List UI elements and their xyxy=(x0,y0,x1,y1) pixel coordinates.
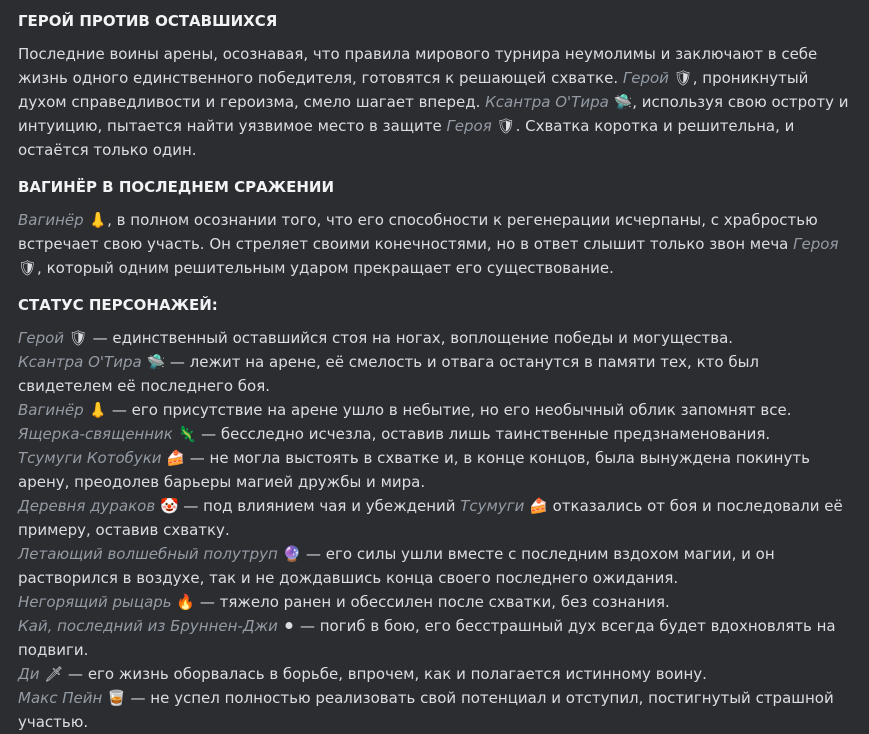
text-run: 👃, в полном осознании того, что его способности к регенерации исчерпаны, с храбростью встречает свою участь. Он стреляет своими конечностями, но в ответ слышит только звон меча xyxy=(18,211,818,253)
status-item xyxy=(18,326,857,350)
character-name: Тсумуги Котобуки xyxy=(18,449,162,467)
status-item xyxy=(18,662,857,686)
status-item xyxy=(18,590,857,614)
status-item xyxy=(18,686,857,734)
status-item xyxy=(18,494,857,542)
character-name: Ксантра О'Тира xyxy=(485,93,609,111)
text-run: 🤡 — под влиянием чая и убеждений xyxy=(155,497,461,515)
text-run: 🦎 — бесследно исчезла, оставив лишь таинственные предзнаменования. xyxy=(172,425,771,443)
text-run: 🛡. Схватка коротка и решительна, и остаётся только один. xyxy=(18,117,795,159)
character-name: Герой xyxy=(622,69,669,87)
text-run: 🛸 — лежит на арене, её смелость и отвага останутся в памяти тех, кто был свидетелем её последнего боя. xyxy=(18,353,760,395)
character-name: Деревня дураков xyxy=(18,497,156,515)
text-run: 🛡, который одним решительным ударом прекращает его существование. xyxy=(18,259,614,277)
section-heading: ГЕРОЙ ПРОТИВ ОСТАВШИХСЯ xyxy=(18,12,278,30)
text-run: 🗡 — его жизнь оборвалась в борьбе, впрочем, как и полагается истинному воину. xyxy=(39,665,707,683)
text-run: 🛸, используя свою остроту и интуицию, пытается найти уязвимое место в защите xyxy=(18,93,849,135)
section-heading: ВАГИНЁР В ПОСЛЕДНЕМ СРАЖЕНИИ xyxy=(18,178,335,196)
text-run: 🔮 — его силы ушли вместе с последним вздохом магии, и он растворился в воздухе, так и не дождавшись конца своего последнего ожидания. xyxy=(18,545,775,587)
character-name: Ящерка-священник xyxy=(18,425,173,443)
text-run: 🍰 — не могла выстоять в схватке и, в конце концов, была вынуждена покинуть арену, преодолев барьеры магией дружбы и мира. xyxy=(18,449,810,491)
section-character-status xyxy=(18,288,857,734)
section-vaginer-last-battle xyxy=(18,170,857,280)
text-run: 🛡, проникнутый духом справедливости и героизма, смело шагает вперед. xyxy=(18,69,809,111)
section-paragraph xyxy=(18,42,857,162)
status-item xyxy=(18,350,857,398)
character-name: Ксантра О'Тира xyxy=(18,353,142,371)
character-name: Ди xyxy=(18,665,40,683)
status-list xyxy=(18,326,857,734)
section-heading: СТАТУС ПЕРСОНАЖЕЙ: xyxy=(18,296,218,314)
text-run: ⚫ — погиб в бою, его бесстрашный дух всегда будет вдохновлять на подвиги. xyxy=(18,617,836,659)
section-hero-vs-rest xyxy=(18,4,857,162)
text-run: 🔥 — тяжело ранен и обессилен после схватки, без сознания. xyxy=(171,593,670,611)
character-name: Героя xyxy=(793,235,839,253)
character-name: Кай, последний из Бруннен-Джи xyxy=(18,617,278,635)
character-name: Вагинёр xyxy=(18,211,84,229)
character-name: Вагинёр xyxy=(18,401,84,419)
status-item xyxy=(18,422,857,446)
status-item xyxy=(18,446,857,494)
text-run: 👃 — его присутствие на арене ушло в небытие, но его необычный облик запомнят все. xyxy=(83,401,792,419)
status-item xyxy=(18,614,857,662)
character-name: Тсумуги xyxy=(460,497,525,515)
character-name: Герой xyxy=(18,329,65,347)
status-item xyxy=(18,398,857,422)
character-name: Героя xyxy=(446,117,492,135)
character-name: Летающий волшебный полутруп xyxy=(18,545,278,563)
text-run: 🥃 — не успел полностью реализовать свой потенциал и отступил, постигнутый страшной участью. xyxy=(18,689,834,731)
status-item xyxy=(18,542,857,590)
text-run: 🍰 отказались от боя и последовали её примеру, оставив схватку. xyxy=(18,497,843,539)
section-paragraph xyxy=(18,208,857,280)
text-run: 🛡 — единственный оставшийся стоя на ногах, воплощение победы и могущества. xyxy=(64,329,734,347)
text-run: Последние воины арены, осознавая, что правила мирового турнира неумолимы и заключают в себе жизнь одного единственного победителя, готовятся к решающей схватке. xyxy=(18,45,818,87)
character-name: Негорящий рыцарь xyxy=(18,593,172,611)
character-name: Макс Пейн xyxy=(18,689,103,707)
